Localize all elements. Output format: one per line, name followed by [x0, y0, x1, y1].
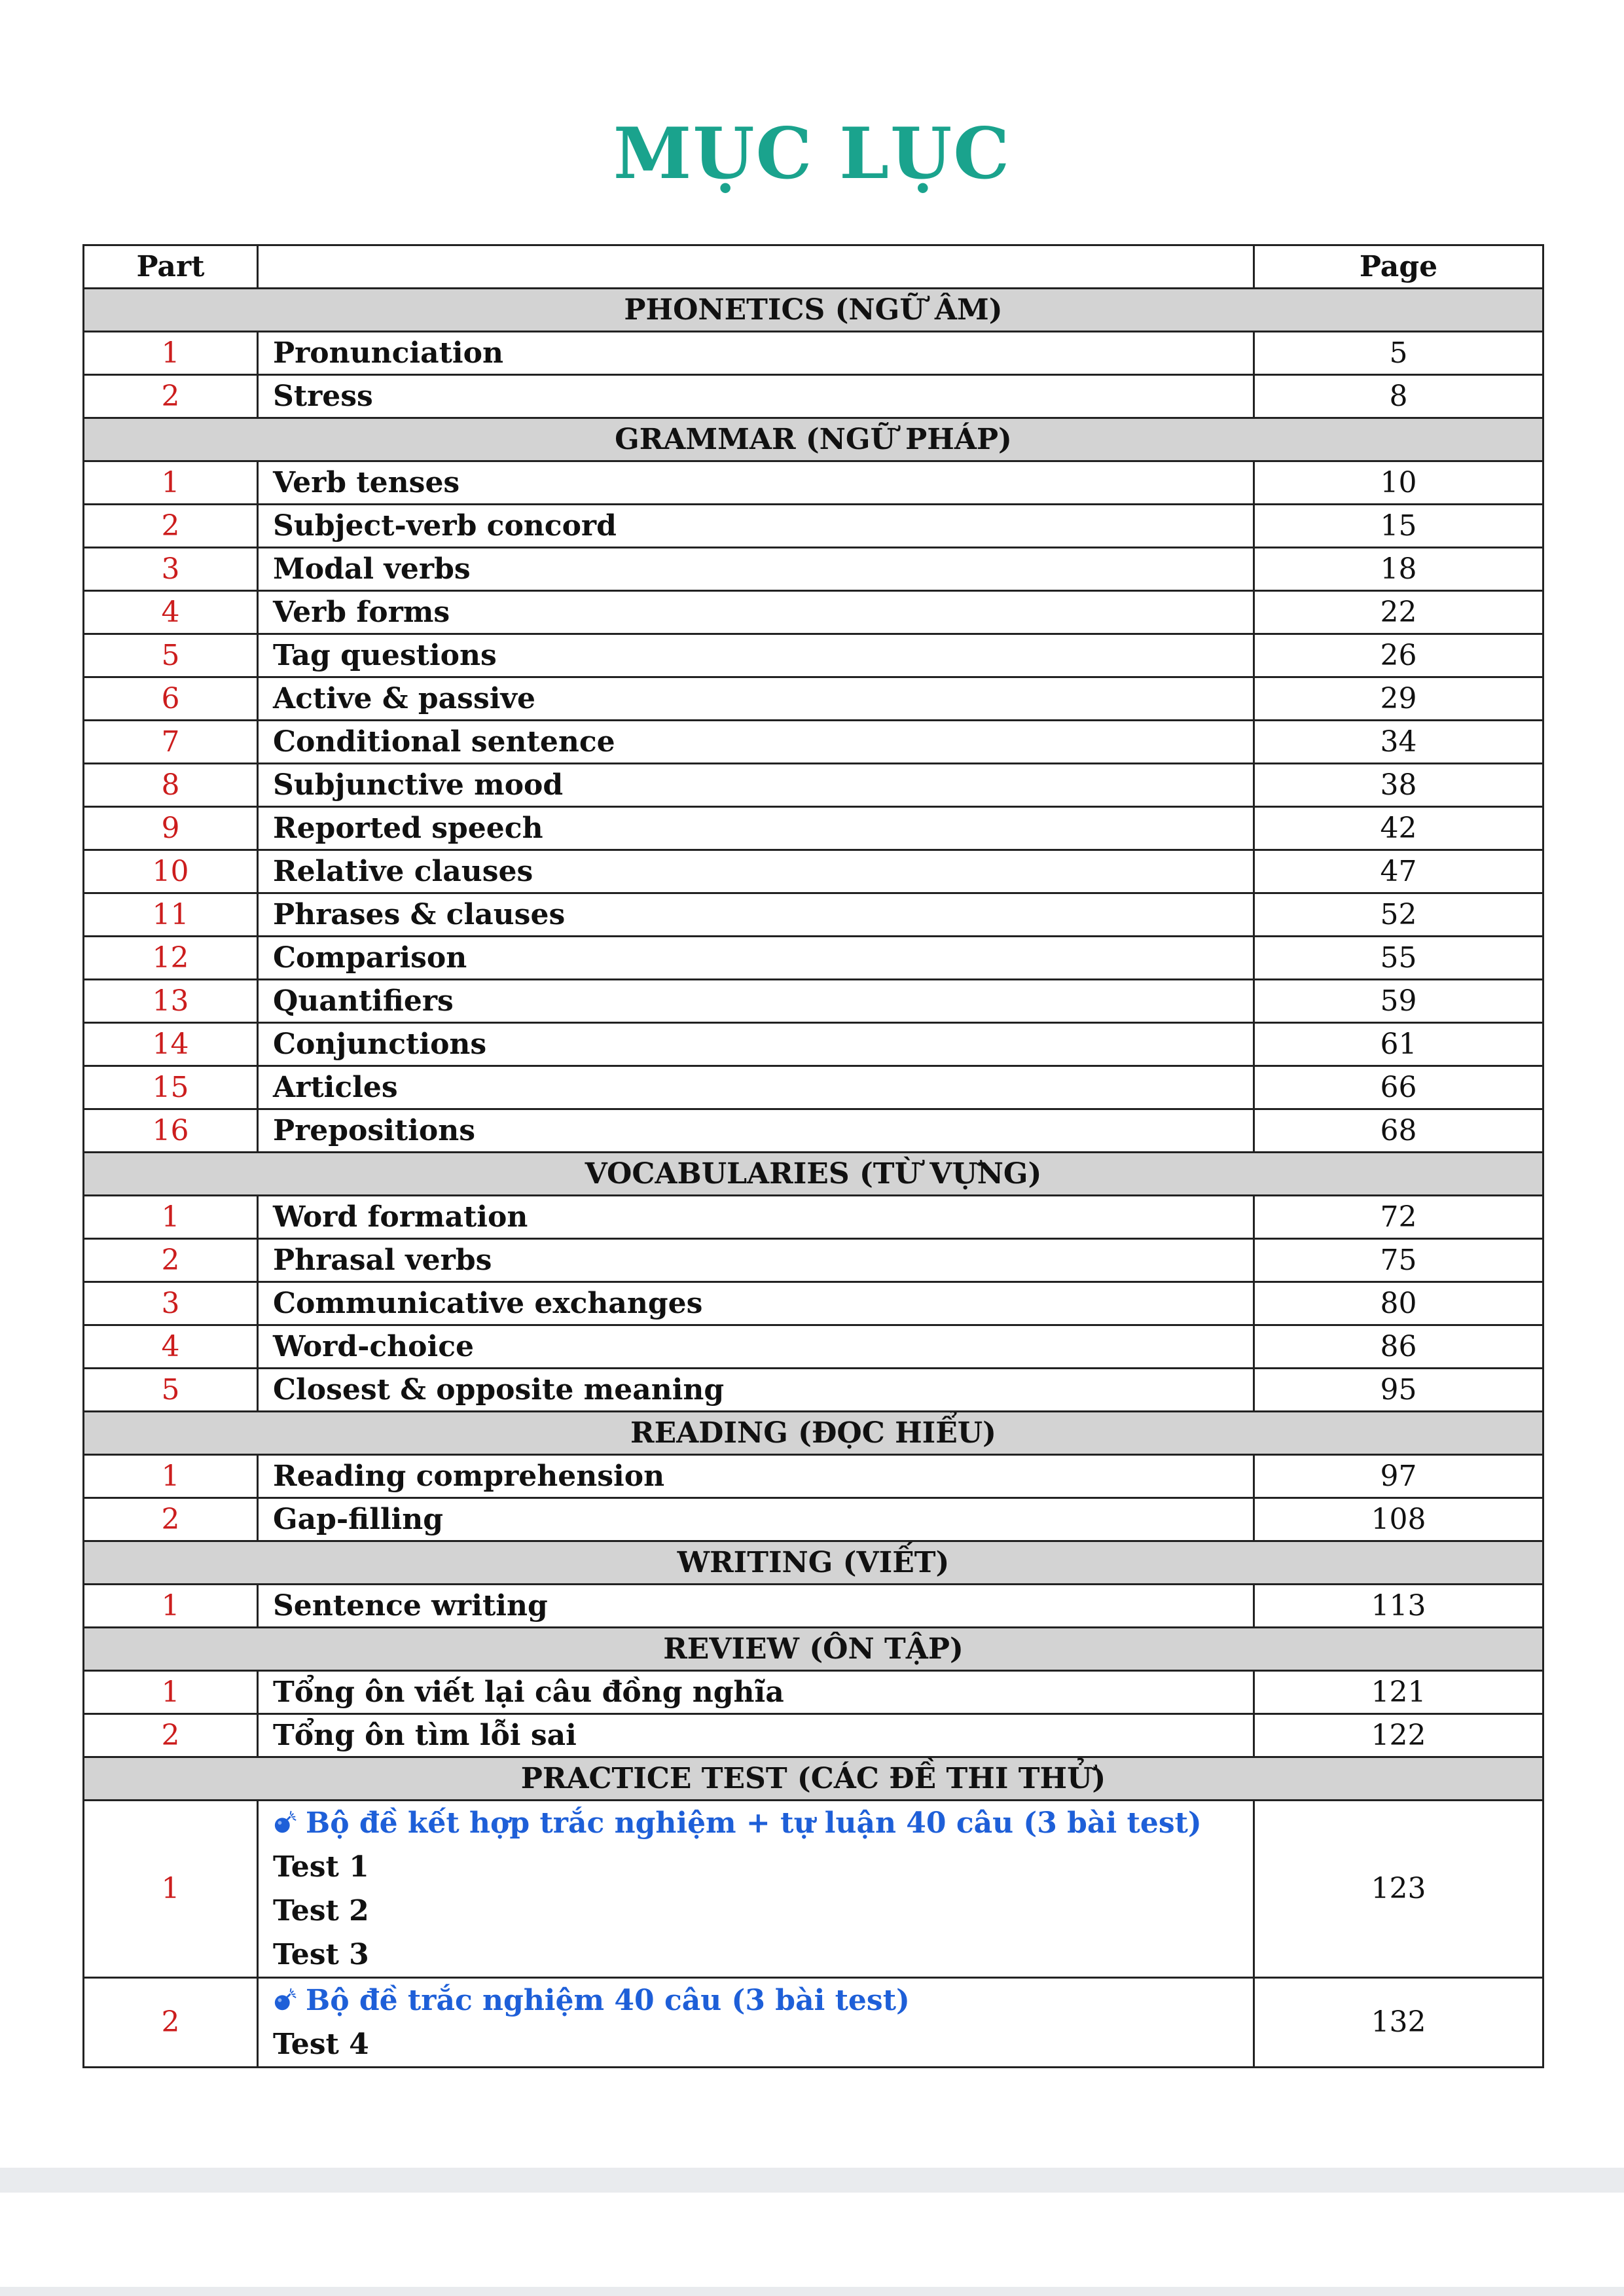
toc-row — [84, 1239, 1543, 1282]
toc-row — [84, 893, 1543, 937]
topic-title: Word formation — [258, 1196, 1254, 1239]
toc-row — [84, 721, 1543, 764]
section-heading: WRITING (VIẾT) — [84, 1541, 1543, 1585]
page-number: 47 — [1254, 850, 1543, 893]
topic-title: Communicative exchanges — [258, 1282, 1254, 1325]
toc-row — [84, 807, 1543, 850]
topic-title: Modal verbs — [258, 548, 1254, 591]
section-heading: READING (ĐỌC HIỂU) — [84, 1412, 1543, 1455]
part-number: 2 — [84, 1978, 258, 2068]
section-row — [84, 1412, 1543, 1455]
test-set-row — [84, 1978, 1543, 2068]
part-number: 3 — [84, 1282, 258, 1325]
toc-row — [84, 1196, 1543, 1239]
toc-row — [84, 548, 1543, 591]
section-row — [84, 418, 1543, 461]
section-row — [84, 1153, 1543, 1196]
section-heading: PRACTICE TEST (CÁC ĐỀ THI THỬ) — [84, 1757, 1543, 1801]
page-number: 122 — [1254, 1714, 1543, 1757]
page-number: 86 — [1254, 1325, 1543, 1369]
page-number: 59 — [1254, 980, 1543, 1023]
page-number: 22 — [1254, 591, 1543, 634]
toc-row — [84, 1714, 1543, 1757]
page-number: 18 — [1254, 548, 1543, 591]
part-number: 1 — [84, 1585, 258, 1628]
toc-row — [84, 505, 1543, 548]
test-item: Test 1 — [273, 1850, 369, 1884]
topic-title: Phrases & clauses — [258, 893, 1254, 937]
topic-title: Tổng ôn tìm lỗi sai — [258, 1714, 1254, 1757]
toc-row — [84, 937, 1543, 980]
topic-title: Phrasal verbs — [258, 1239, 1254, 1282]
part-number: 1 — [84, 1455, 258, 1498]
page-number: 42 — [1254, 807, 1543, 850]
topic-title: Reading comprehension — [258, 1455, 1254, 1498]
topic-title: Reported speech — [258, 807, 1254, 850]
toc-table — [82, 244, 1544, 2068]
part-number: 5 — [84, 1369, 258, 1412]
section-heading: GRAMMAR (NGỮ PHÁP) — [84, 418, 1543, 461]
toc-row — [84, 1066, 1543, 1109]
page-title: MỤC LỤC — [613, 113, 1011, 195]
section-heading: REVIEW (ÔN TẬP) — [84, 1628, 1543, 1671]
topic-title: Sentence writing — [258, 1585, 1254, 1628]
toc-row — [84, 1498, 1543, 1541]
topic-title: Verb forms — [258, 591, 1254, 634]
section-row — [84, 1757, 1543, 1801]
test-set-heading — [273, 1801, 1253, 1845]
topic-title: Closest & opposite meaning — [258, 1369, 1254, 1412]
part-number: 2 — [84, 1714, 258, 1757]
topic-title: Tổng ôn viết lại câu đồng nghĩa — [258, 1671, 1254, 1714]
part-number: 1 — [84, 1801, 258, 1978]
part-number: 13 — [84, 980, 258, 1023]
section-heading: PHONETICS (NGỮ ÂM) — [84, 289, 1543, 332]
page-number: 75 — [1254, 1239, 1543, 1282]
page-number: 38 — [1254, 764, 1543, 807]
toc-row — [84, 980, 1543, 1023]
part-number: 10 — [84, 850, 258, 893]
topic-title: Prepositions — [258, 1109, 1254, 1153]
page-number: 52 — [1254, 893, 1543, 937]
toc-row — [84, 461, 1543, 505]
part-number: 2 — [84, 1239, 258, 1282]
topic-title: Conditional sentence — [258, 721, 1254, 764]
toc-row — [84, 850, 1543, 893]
page-number: 113 — [1254, 1585, 1543, 1628]
part-number: 4 — [84, 591, 258, 634]
test-item: Test 3 — [273, 1938, 369, 1971]
page-number: 15 — [1254, 505, 1543, 548]
topic-title: Word-choice — [258, 1325, 1254, 1369]
toc-row — [84, 1282, 1543, 1325]
part-number: 7 — [84, 721, 258, 764]
part-number: 8 — [84, 764, 258, 807]
page-number: 97 — [1254, 1455, 1543, 1498]
part-number: 16 — [84, 1109, 258, 1153]
part-number: 3 — [84, 548, 258, 591]
part-number: 2 — [84, 375, 258, 418]
topic-title: Tag questions — [258, 634, 1254, 677]
toc-row — [84, 332, 1543, 375]
page-number: 55 — [1254, 937, 1543, 980]
topic-title: Articles — [258, 1066, 1254, 1109]
part-number: 2 — [84, 505, 258, 548]
topic-title: Subject-verb concord — [258, 505, 1254, 548]
topic-title: Quantifiers — [258, 980, 1254, 1023]
header-title — [258, 245, 1254, 289]
test-set-heading — [273, 1979, 1253, 2022]
bomb-icon — [273, 1979, 299, 2022]
topic-title: Subjunctive mood — [258, 764, 1254, 807]
part-number: 1 — [84, 1671, 258, 1714]
toc-row — [84, 375, 1543, 418]
page-number: 132 — [1254, 1978, 1543, 2068]
toc-row — [84, 1585, 1543, 1628]
test-set-row — [84, 1801, 1543, 1978]
toc-row — [84, 1455, 1543, 1498]
part-number: 11 — [84, 893, 258, 937]
toc-row — [84, 1325, 1543, 1369]
page-number: 66 — [1254, 1066, 1543, 1109]
part-number: 1 — [84, 461, 258, 505]
topic-title: Stress — [258, 375, 1254, 418]
part-number: 5 — [84, 634, 258, 677]
topic-title: Relative clauses — [258, 850, 1254, 893]
section-row — [84, 289, 1543, 332]
bomb-icon — [273, 1801, 299, 1845]
header-row — [84, 245, 1543, 289]
part-number: 1 — [84, 1196, 258, 1239]
test-set-cell — [258, 1978, 1254, 2068]
test-item: Test 2 — [273, 1894, 369, 1928]
page-number: 121 — [1254, 1671, 1543, 1714]
page-number: 8 — [1254, 375, 1543, 418]
page-number: 72 — [1254, 1196, 1543, 1239]
header-part: Part — [84, 245, 258, 289]
test-set-heading-text: Bộ đề trắc nghiệm 40 câu (3 bài test) — [306, 1984, 910, 2017]
topic-title: Comparison — [258, 937, 1254, 980]
part-number: 9 — [84, 807, 258, 850]
section-row — [84, 1541, 1543, 1585]
toc-row — [84, 677, 1543, 721]
topic-title: Active & passive — [258, 677, 1254, 721]
header-page: Page — [1254, 245, 1543, 289]
part-number: 12 — [84, 937, 258, 980]
toc-row — [84, 634, 1543, 677]
part-number: 6 — [84, 677, 258, 721]
part-number: 4 — [84, 1325, 258, 1369]
part-number: 14 — [84, 1023, 258, 1066]
test-set-cell — [258, 1801, 1254, 1978]
toc-row — [84, 1023, 1543, 1066]
test-item: Test 4 — [273, 2028, 369, 2061]
page-number: 108 — [1254, 1498, 1543, 1541]
next-page-edge — [0, 2193, 1624, 2287]
test-set-heading-text: Bộ đề kết hợp trắc nghiệm + tự luận 40 câu (3 bài test) — [306, 1806, 1202, 1840]
page-number: 10 — [1254, 461, 1543, 505]
page-number: 68 — [1254, 1109, 1543, 1153]
page-number: 29 — [1254, 677, 1543, 721]
topic-title: Conjunctions — [258, 1023, 1254, 1066]
page-number: 123 — [1254, 1801, 1543, 1978]
topic-title: Verb tenses — [258, 461, 1254, 505]
topic-title: Pronunciation — [258, 332, 1254, 375]
part-number: 1 — [84, 332, 258, 375]
page-number: 26 — [1254, 634, 1543, 677]
section-heading: VOCABULARIES (TỪ VỰNG) — [84, 1153, 1543, 1196]
part-number: 2 — [84, 1498, 258, 1541]
toc-row — [84, 591, 1543, 634]
page-number: 95 — [1254, 1369, 1543, 1412]
toc-row — [84, 1369, 1543, 1412]
toc-row — [84, 1109, 1543, 1153]
page-number: 61 — [1254, 1023, 1543, 1066]
page-number: 34 — [1254, 721, 1543, 764]
topic-title: Gap-filling — [258, 1498, 1254, 1541]
section-row — [84, 1628, 1543, 1671]
page-number: 80 — [1254, 1282, 1543, 1325]
part-number: 15 — [84, 1066, 258, 1109]
page-number: 5 — [1254, 332, 1543, 375]
toc-row — [84, 1671, 1543, 1714]
toc-row — [84, 764, 1543, 807]
